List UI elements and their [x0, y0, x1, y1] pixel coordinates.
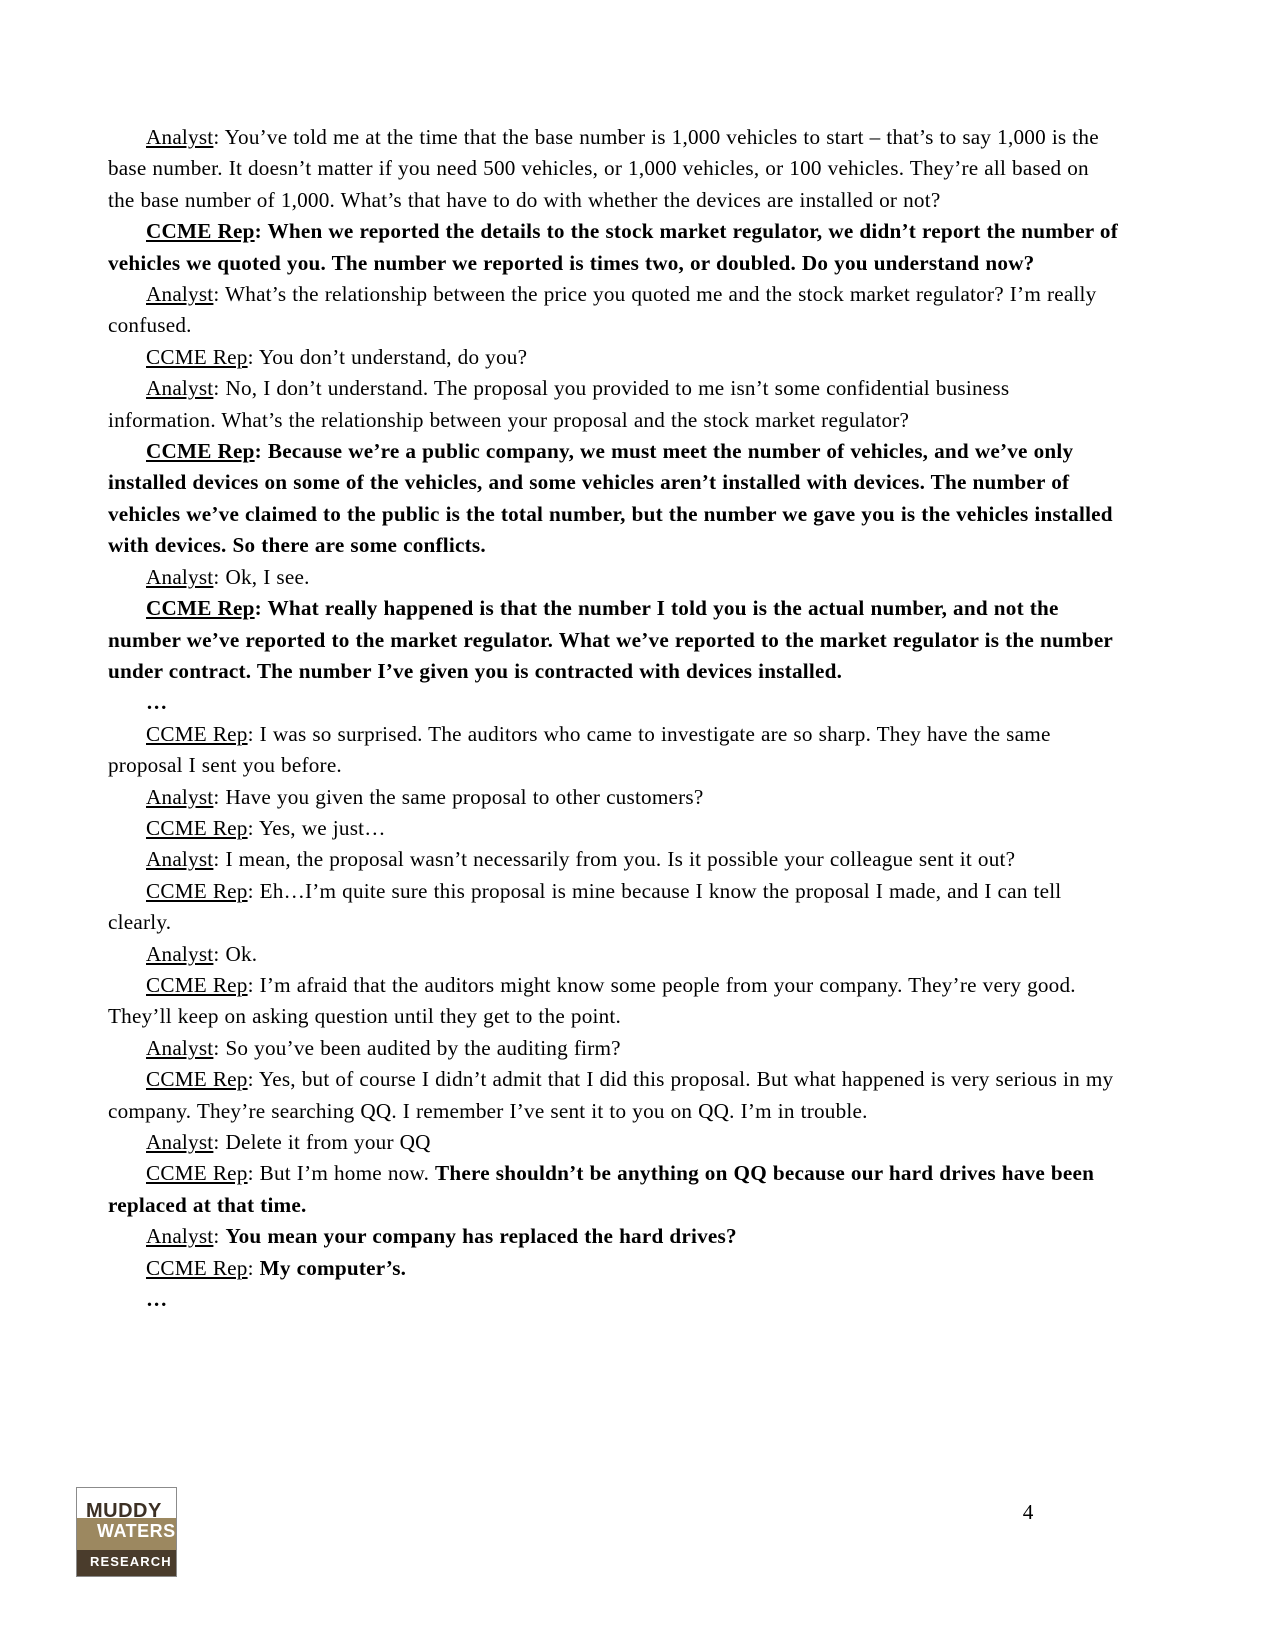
transcript-paragraph [108, 813, 1120, 844]
transcript-paragraph [108, 436, 1120, 562]
speaker-label: CCME Rep [146, 972, 248, 997]
transcript-ellipsis: … [146, 1287, 169, 1312]
paragraph-plain-text: : What’s the relationship between the price you quoted me and the stock market regulator? I’m really confused. [108, 282, 1097, 338]
speaker-label: Analyst [146, 564, 214, 589]
paragraph-plain-text: : Yes, but of course I didn’t admit that I did this proposal. But what happened is very serious in my company. They’re searching QQ. I remember I’ve sent it to you on QQ. I’m in trouble. [108, 1067, 1114, 1123]
transcript-ellipsis: … [146, 690, 169, 715]
speaker-label: Analyst [146, 784, 214, 809]
transcript-paragraph [108, 876, 1120, 939]
speaker-label: CCME Rep [146, 815, 248, 840]
paragraph-emphasis-text: You mean your company has replaced the hard drives? [225, 1224, 737, 1249]
paragraph-emphasis-text: Because we’re a public company, we must meet the number of vehicles, and we’ve only installed devices on some of the vehicles, and some vehicles aren’t installed with devices. The number of vehicles we’ve claimed to the public is the total number, but the number we gave you is the vehicles installed with devices. So there are some conflicts. [108, 439, 1113, 558]
paragraph-plain-text: : I mean, the proposal wasn’t necessarily from you. Is it possible your colleague sent it out? [213, 847, 1016, 872]
paragraph-emphasis-text: When we reported the details to the stock market regulator, we didn’t report the number of vehicles we quoted you. The number we reported is times two, or doubled. Do you understand now? [108, 219, 1118, 275]
transcript-paragraph [108, 342, 1120, 373]
paragraph-plain-text: : [254, 439, 268, 464]
transcript-paragraph [108, 970, 1120, 1033]
transcript-paragraph [108, 562, 1120, 593]
transcript-paragraph [108, 1033, 1120, 1064]
speaker-label: Analyst [146, 1224, 214, 1249]
transcript-body [108, 122, 1120, 1315]
speaker-label: Analyst [146, 1035, 214, 1060]
speaker-label: CCME Rep [146, 1255, 248, 1280]
speaker-label: CCME Rep [146, 596, 255, 621]
paragraph-plain-text: : I was so surprised. The auditors who came to investigate are so sharp. They have the same proposal I sent you before. [108, 721, 1051, 778]
speaker-label: Analyst [146, 376, 214, 401]
paragraph-plain-text: : [213, 1224, 226, 1249]
transcript-paragraph [108, 1064, 1120, 1127]
logo-text-waters: WATERS [97, 1521, 176, 1541]
speaker-label: CCME Rep [146, 344, 248, 369]
paragraph-plain-text: : But I’m home now. [247, 1161, 436, 1186]
transcript-paragraph [108, 1127, 1120, 1158]
speaker-label: Analyst [146, 1130, 214, 1154]
paragraph-plain-text: : [254, 596, 268, 621]
speaker-label: Analyst [146, 282, 214, 307]
transcript-paragraph [108, 1253, 1120, 1284]
transcript-paragraph [108, 844, 1120, 875]
speaker-label: Analyst [146, 125, 214, 149]
transcript-paragraph [108, 122, 1120, 216]
transcript-paragraph [108, 279, 1120, 342]
paragraph-plain-text: : Delete it from your QQ [213, 1130, 431, 1154]
transcript-paragraph [108, 593, 1120, 687]
transcript-paragraph [108, 216, 1120, 279]
paragraph-plain-text: : Eh…I’m quite sure this proposal is mine because I know the proposal I made, and I can tell clearly. [108, 878, 1062, 935]
paragraph-plain-text: : Ok, I see. [213, 564, 310, 589]
muddy-waters-logo [76, 1487, 177, 1577]
transcript-paragraph [108, 719, 1120, 782]
paragraph-plain-text: : [254, 219, 268, 244]
speaker-label: CCME Rep [146, 721, 248, 746]
paragraph-plain-text: : You’ve told me at the time that the base number is 1,000 vehicles to start – that’s to say 1,000 is the base number. It doesn’t matter if you need 500 vehicles, or 1,000 vehicles, or 100 vehicles. They’re all based on the base number of 1,000. What’s that have to do with whether the devices are installed or not? [108, 125, 1099, 212]
speaker-label: CCME Rep [146, 219, 255, 244]
paragraph-plain-text: : [247, 1255, 260, 1280]
paragraph-plain-text: : I’m afraid that the auditors might know some people from your company. They’re very good. They’ll keep on asking question until they get to the point. [108, 972, 1076, 1029]
paragraph-emphasis-text: What really happened is that the number I told you is the actual number, and not the number we’ve reported to the market regulator. What we’ve reported to the market regulator is the number under contract. The number I’ve given you is contracted with devices installed. [108, 596, 1113, 683]
speaker-label: CCME Rep [146, 1067, 248, 1092]
logo-text-muddy: MUDDY [86, 1500, 162, 1522]
logo-text-research: RESEARCH [90, 1554, 172, 1569]
transcript-paragraph [108, 1221, 1120, 1252]
speaker-label: CCME Rep [146, 1161, 248, 1186]
paragraph-plain-text: : No, I don’t understand. The proposal you provided to me isn’t some confidential business information. What’s the relationship between your proposal and the stock market regulator? [108, 376, 1010, 432]
paragraph-plain-text: : So you’ve been audited by the auditing firm? [213, 1035, 621, 1060]
paragraph-emphasis-text: My computer’s. [259, 1255, 407, 1280]
transcript-paragraph [108, 939, 1120, 970]
transcript-paragraph [108, 782, 1120, 813]
paragraph-plain-text: : Ok. [213, 941, 258, 966]
page-number: 4 [1022, 1500, 1034, 1524]
paragraph-emphasis-text: There shouldn’t be anything on QQ because our hard drives have been replaced at that time. [108, 1161, 1095, 1217]
speaker-label: CCME Rep [146, 878, 248, 903]
speaker-label: Analyst [146, 847, 214, 872]
transcript-paragraph [108, 373, 1120, 436]
paragraph-plain-text: : Have you given the same proposal to other customers? [213, 784, 704, 809]
speaker-label: CCME Rep [146, 439, 255, 464]
speaker-label: Analyst [146, 941, 214, 966]
paragraph-plain-text: : You don’t understand, do you? [247, 344, 528, 369]
paragraph-plain-text: : Yes, we just… [247, 815, 386, 840]
transcript-paragraph [108, 1158, 1120, 1221]
